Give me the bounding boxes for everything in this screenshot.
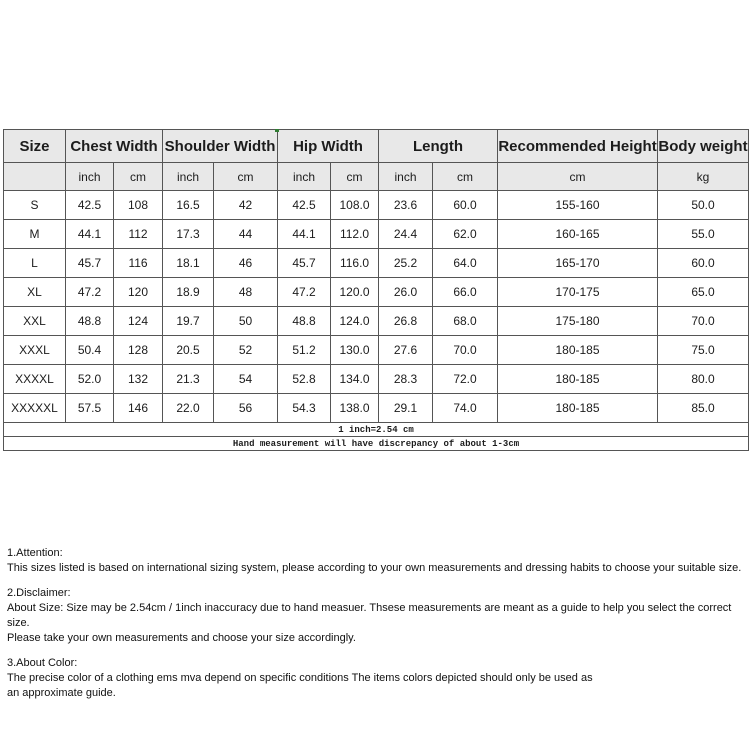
table-cell: 134.0 xyxy=(331,365,379,394)
unit-header-length-inch: inch xyxy=(379,163,433,191)
unit-header-weight-kg: kg xyxy=(658,163,749,191)
table-cell: 45.7 xyxy=(66,249,114,278)
table-cell: 23.6 xyxy=(379,191,433,220)
column-header-length: Length xyxy=(379,130,498,163)
table-cell: 45.7 xyxy=(278,249,331,278)
table-cell: 48.8 xyxy=(66,307,114,336)
table-cell: 160-165 xyxy=(498,220,658,249)
notes xyxy=(7,546,748,711)
size-chart xyxy=(3,129,749,451)
unit-header-empty xyxy=(4,163,66,191)
table-row xyxy=(4,220,749,249)
column-header-size: Size xyxy=(4,130,66,163)
size-label-cell: XXXL xyxy=(4,336,66,365)
table-row xyxy=(4,307,749,336)
size-label-cell: XXL xyxy=(4,307,66,336)
table-cell: 17.3 xyxy=(163,220,214,249)
table-cell: 24.4 xyxy=(379,220,433,249)
table-row xyxy=(4,278,749,307)
table-cell: 50 xyxy=(214,307,278,336)
table-cell: 26.0 xyxy=(379,278,433,307)
table-cell: 74.0 xyxy=(433,394,498,423)
note-line: This sizes listed is based on international sizing system, please according to your own measurements and dressing habits to choose your suitable size. xyxy=(7,562,742,574)
table-row xyxy=(4,365,749,394)
table-cell: 62.0 xyxy=(433,220,498,249)
table-cell: 116 xyxy=(114,249,163,278)
notes-section xyxy=(7,586,748,646)
table-cell: 42.5 xyxy=(66,191,114,220)
table-cell: 155-160 xyxy=(498,191,658,220)
table-cell: 22.0 xyxy=(163,394,214,423)
column-header-shoulder-width: Shoulder Width xyxy=(163,130,278,163)
unit-header-height-cm: cm xyxy=(498,163,658,191)
column-header-hip-width: Hip Width xyxy=(278,130,379,163)
table-cell: 19.7 xyxy=(163,307,214,336)
size-rows xyxy=(4,191,749,423)
table-cell: 68.0 xyxy=(433,307,498,336)
footnote-row xyxy=(4,437,749,451)
table-cell: 112.0 xyxy=(331,220,379,249)
table-cell: 180-185 xyxy=(498,365,658,394)
table-cell: 57.5 xyxy=(66,394,114,423)
table-cell: 60.0 xyxy=(433,191,498,220)
size-label-cell: L xyxy=(4,249,66,278)
table-cell: 55.0 xyxy=(658,220,749,249)
table-cell: 112 xyxy=(114,220,163,249)
size-label-cell: XL xyxy=(4,278,66,307)
table-cell: 18.1 xyxy=(163,249,214,278)
note-line: About Size: Size may be 2.54cm / 1inch inaccuracy due to hand measuer. Thsese measurements are meant as a guide to help you select the correct size. xyxy=(7,602,732,629)
table-cell: 138.0 xyxy=(331,394,379,423)
unit-header-shoulder-inch: inch xyxy=(163,163,214,191)
footnote-cell: Hand measurement will have discrepancy of about 1-3cm xyxy=(4,437,749,451)
table-cell: 42.5 xyxy=(278,191,331,220)
table-cell: 52.8 xyxy=(278,365,331,394)
table-cell: 70.0 xyxy=(433,336,498,365)
unit-header-hip-inch: inch xyxy=(278,163,331,191)
table-cell: 108.0 xyxy=(331,191,379,220)
table-cell: 28.3 xyxy=(379,365,433,394)
table-cell: 80.0 xyxy=(658,365,749,394)
table-cell: 120.0 xyxy=(331,278,379,307)
note-line: Please take your own measurements and choose your size accordingly. xyxy=(7,632,356,644)
table-cell: 18.9 xyxy=(163,278,214,307)
notes-section xyxy=(7,546,748,576)
table-cell: 21.3 xyxy=(163,365,214,394)
size-label-cell: XXXXL xyxy=(4,365,66,394)
table-cell: 116.0 xyxy=(331,249,379,278)
table-cell: 146 xyxy=(114,394,163,423)
table-cell: 165-170 xyxy=(498,249,658,278)
table-cell: 56 xyxy=(214,394,278,423)
unit-header-row xyxy=(4,163,749,191)
table-cell: 65.0 xyxy=(658,278,749,307)
table-cell: 72.0 xyxy=(433,365,498,394)
table-row xyxy=(4,336,749,365)
table-cell: 42 xyxy=(214,191,278,220)
table-cell: 44.1 xyxy=(278,220,331,249)
table-cell: 51.2 xyxy=(278,336,331,365)
size-label-cell: M xyxy=(4,220,66,249)
table-cell: 64.0 xyxy=(433,249,498,278)
table-cell: 132 xyxy=(114,365,163,394)
table-cell: 52.0 xyxy=(66,365,114,394)
column-header-recommended-height: Recommended Height xyxy=(498,130,658,163)
table-cell: 120 xyxy=(114,278,163,307)
table-cell: 47.2 xyxy=(66,278,114,307)
unit-header-chest-inch: inch xyxy=(66,163,114,191)
table-cell: 170-175 xyxy=(498,278,658,307)
table-cell: 48 xyxy=(214,278,278,307)
size-label-cell: XXXXXL xyxy=(4,394,66,423)
table-cell: 20.5 xyxy=(163,336,214,365)
footnote-rows xyxy=(4,423,749,451)
table-cell: 66.0 xyxy=(433,278,498,307)
footnote-row xyxy=(4,423,749,437)
table-cell: 108 xyxy=(114,191,163,220)
table-cell: 175-180 xyxy=(498,307,658,336)
table-cell: 180-185 xyxy=(498,336,658,365)
table-cell: 25.2 xyxy=(379,249,433,278)
table-row xyxy=(4,394,749,423)
table-cell: 52 xyxy=(214,336,278,365)
table-cell: 50.0 xyxy=(658,191,749,220)
table-row xyxy=(4,249,749,278)
unit-header-shoulder-cm: cm xyxy=(214,163,278,191)
table-cell: 75.0 xyxy=(658,336,749,365)
table-cell: 26.8 xyxy=(379,307,433,336)
size-chart-table xyxy=(3,129,749,451)
table-cell: 70.0 xyxy=(658,307,749,336)
column-header-body-weight: Body weight xyxy=(658,130,749,163)
table-cell: 54 xyxy=(214,365,278,394)
table-cell: 48.8 xyxy=(278,307,331,336)
footnote-cell: 1 inch=2.54 cm xyxy=(4,423,749,437)
table-cell: 128 xyxy=(114,336,163,365)
table-cell: 130.0 xyxy=(331,336,379,365)
unit-header-hip-cm: cm xyxy=(331,163,379,191)
note-heading: 2.Disclaimer: xyxy=(7,587,71,599)
note-heading: 3.About Color: xyxy=(7,657,78,669)
table-row xyxy=(4,191,749,220)
column-header-row xyxy=(4,130,749,163)
table-cell: 54.3 xyxy=(278,394,331,423)
notes-section xyxy=(7,656,748,701)
table-cell: 44 xyxy=(214,220,278,249)
column-header-chest-width: Chest Width xyxy=(66,130,163,163)
table-cell: 60.0 xyxy=(658,249,749,278)
unit-header-length-cm: cm xyxy=(433,163,498,191)
note-line: an approximate guide. xyxy=(7,687,116,699)
note-heading: 1.Attention: xyxy=(7,547,63,559)
table-cell: 180-185 xyxy=(498,394,658,423)
size-label-cell: S xyxy=(4,191,66,220)
grid-artifact-mark xyxy=(275,129,279,132)
table-cell: 50.4 xyxy=(66,336,114,365)
unit-header-chest-cm: cm xyxy=(114,163,163,191)
table-cell: 27.6 xyxy=(379,336,433,365)
table-cell: 29.1 xyxy=(379,394,433,423)
note-line: The precise color of a clothing ems mva depend on specific conditions The items colors depicted should only be used as xyxy=(7,672,593,684)
table-cell: 124 xyxy=(114,307,163,336)
table-cell: 46 xyxy=(214,249,278,278)
table-cell: 124.0 xyxy=(331,307,379,336)
table-cell: 44.1 xyxy=(66,220,114,249)
table-cell: 16.5 xyxy=(163,191,214,220)
table-cell: 47.2 xyxy=(278,278,331,307)
table-cell: 85.0 xyxy=(658,394,749,423)
